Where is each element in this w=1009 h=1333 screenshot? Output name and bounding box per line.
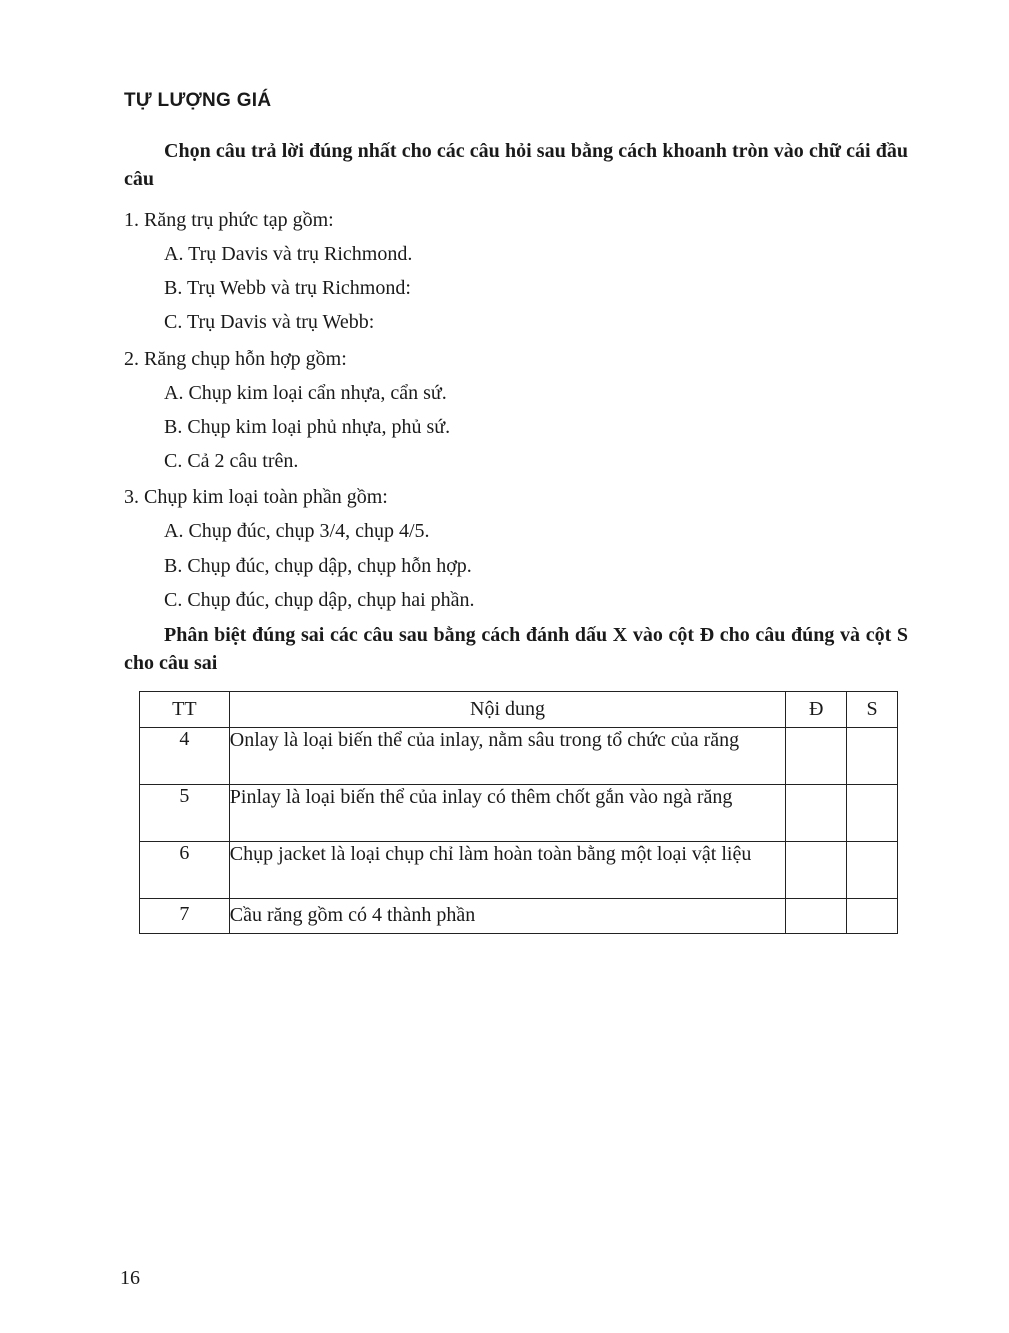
question-2-option-b: B. Chụp kim loại phủ nhựa, phủ sứ. (164, 416, 451, 438)
false-mark-cell[interactable] (847, 899, 898, 934)
question-1-option-b: B. Trụ Webb và trụ Richmond: (164, 277, 411, 299)
question-2-option-a: A. Chụp kim loại cẩn nhựa, cẩn sứ. (164, 382, 447, 404)
question-1-option-c: C. Trụ Davis và trụ Webb: (164, 311, 375, 333)
question-3-option-b: B. Chụp đúc, chụp dập, chụp hỗn hợp. (164, 555, 472, 577)
row-content: Cầu răng gồm có 4 thành phần (229, 899, 785, 934)
header-false: S (847, 692, 898, 728)
table-row (140, 842, 898, 899)
false-mark-cell[interactable] (847, 785, 898, 842)
true-mark-cell[interactable] (786, 842, 847, 899)
true-false-table (139, 691, 898, 934)
header-true: Đ (786, 692, 847, 728)
question-1: 1. Răng trụ phức tạp gồm: (124, 209, 334, 231)
question-2: 2. Răng chụp hỗn hợp gồm: (124, 348, 347, 370)
row-content: Pinlay là loại biến thể của inlay có thêm chốt gắn vào ngà răng (229, 785, 785, 842)
question-3-option-a: A. Chụp đúc, chụp 3/4, chụp 4/5. (164, 520, 430, 542)
question-3-option-c: C. Chụp đúc, chụp dập, chụp hai phần. (164, 589, 475, 611)
header-content: Nội dung (229, 692, 785, 728)
row-number: 5 (140, 785, 230, 842)
false-mark-cell[interactable] (847, 728, 898, 785)
header-tt: TT (140, 692, 230, 728)
true-mark-cell[interactable] (786, 899, 847, 934)
row-number: 7 (140, 899, 230, 934)
page-number: 16 (120, 1267, 140, 1289)
question-2-option-c: C. Cả 2 câu trên. (164, 450, 299, 472)
table-row (140, 728, 898, 785)
true-mark-cell[interactable] (786, 785, 847, 842)
true-mark-cell[interactable] (786, 728, 847, 785)
table-row (140, 899, 898, 934)
row-number: 4 (140, 728, 230, 785)
row-number: 6 (140, 842, 230, 899)
row-content: Onlay là loại biến thể của inlay, nằm sâu trong tổ chức của răng (229, 728, 785, 785)
multiple-choice-instruction: Chọn câu trả lời đúng nhất cho các câu hỏi sau bằng cách khoanh tròn vào chữ cái đầu câu (124, 140, 908, 190)
true-false-instruction: Phân biệt đúng sai các câu sau bằng cách đánh dấu X vào cột Đ cho câu đúng và cột S cho câu sai (124, 624, 908, 674)
section-heading: TỰ LƯỢNG GIÁ (124, 90, 272, 111)
table-row (140, 785, 898, 842)
question-3: 3. Chụp kim loại toàn phần gồm: (124, 486, 388, 508)
table-header-row (140, 692, 898, 728)
question-1-option-a: A. Trụ Davis và trụ Richmond. (164, 243, 413, 265)
false-mark-cell[interactable] (847, 842, 898, 899)
row-content: Chụp jacket là loại chụp chỉ làm hoàn toàn bằng một loại vật liệu (229, 842, 785, 899)
